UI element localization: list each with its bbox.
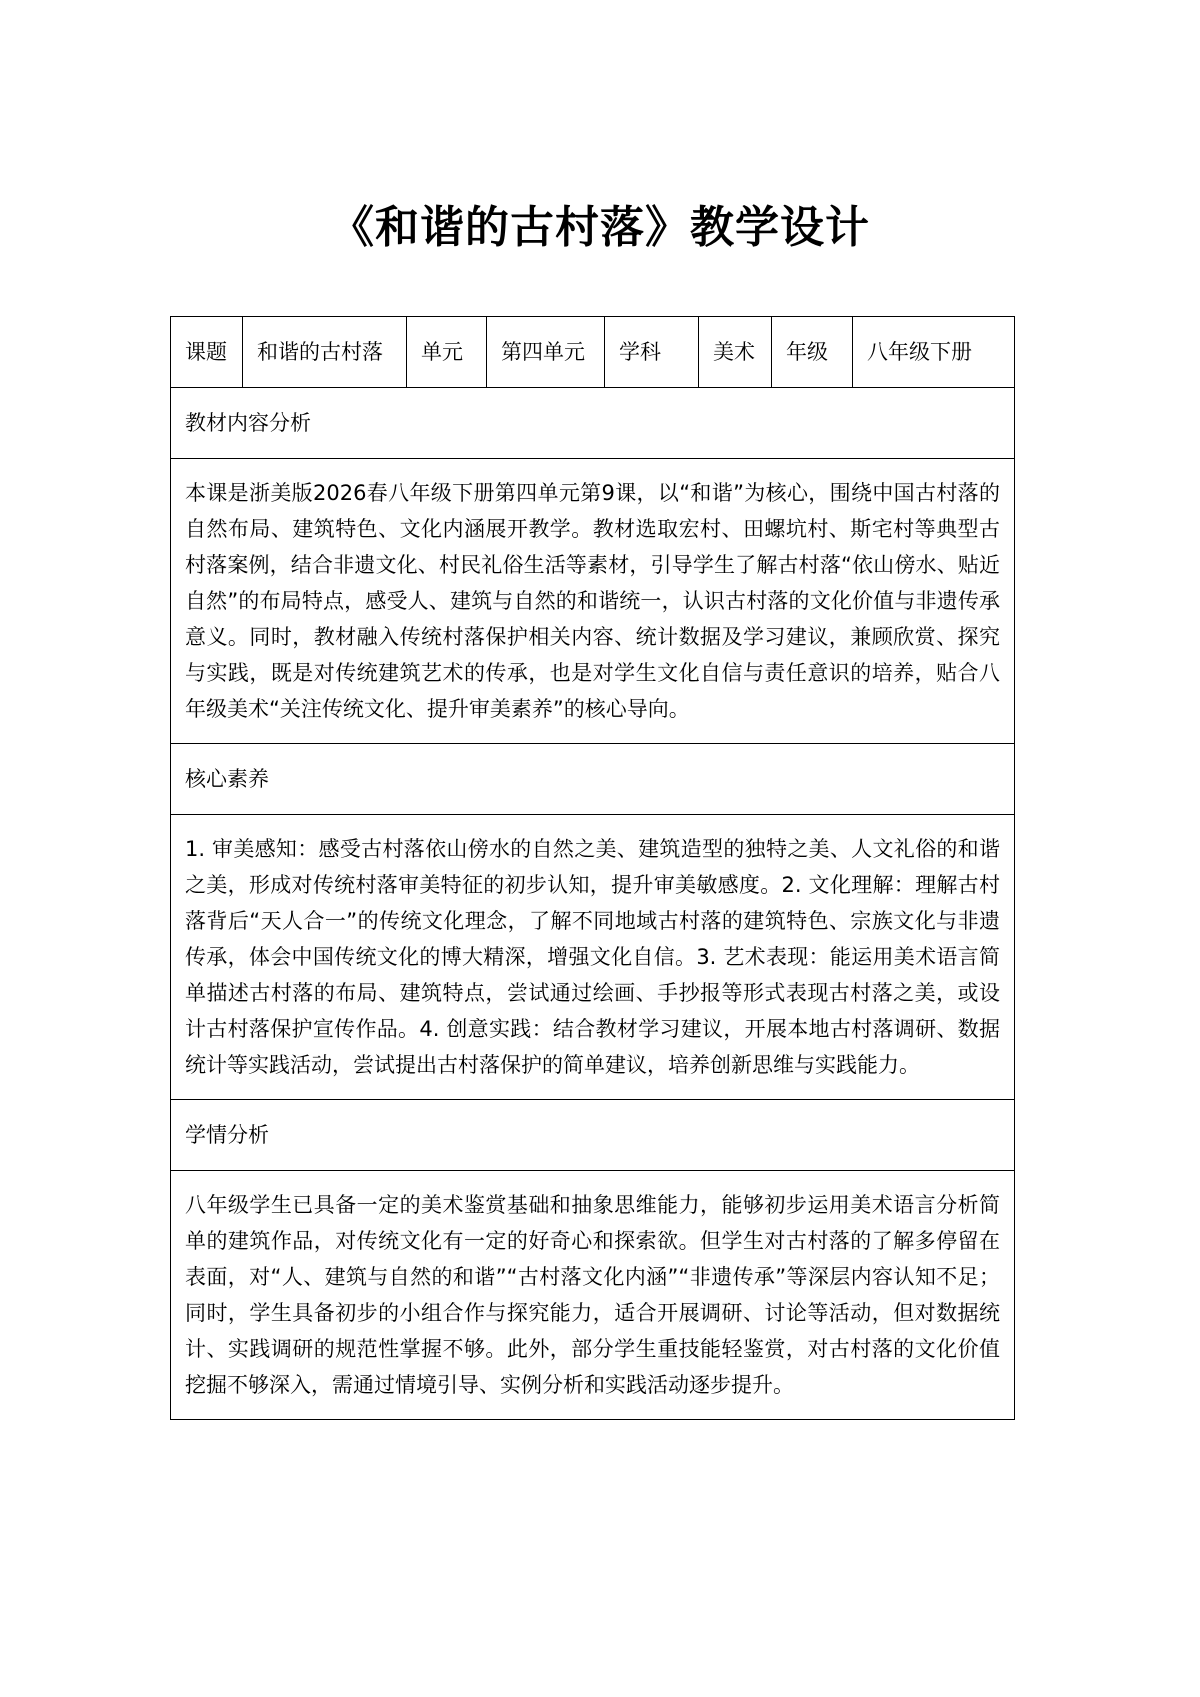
subject-value: 美术 bbox=[699, 317, 772, 388]
meta-row bbox=[171, 317, 1015, 388]
section-heading-row bbox=[171, 744, 1015, 815]
grade-value: 八年级下册 bbox=[853, 317, 1015, 388]
subject-label: 学科 bbox=[605, 317, 699, 388]
core-literacy-body: 1. 审美感知：感受古村落依山傍水的自然之美、建筑造型的独特之美、人文礼俗的和谐之美，形成对传统村落审美特征的初步认知，提升审美敏感度。2. 文化理解：理解古村落背后“天人合一”的传统文化理念，了解不同地域古村落的建筑特色、宗族文化与非遗传承，体会中国传统文化的博大精深，增强文化自信。3. 艺术表现：能运用美术语言简单描述古村落的布局、建筑特点，尝试通过绘画、手抄报等形式表现古村落之美，或设计古村落保护宣传作品。4. 创意实践：结合教材学习建议，开展本地古村落调研、数据统计等实践活动，尝试提出古村落保护的简单建议，培养创新思维与实践能力。 bbox=[171, 815, 1015, 1100]
section-body-row bbox=[171, 815, 1015, 1100]
topic-value: 和谐的古村落 bbox=[243, 317, 407, 388]
grade-label: 年级 bbox=[772, 317, 853, 388]
student-analysis-body: 八年级学生已具备一定的美术鉴赏基础和抽象思维能力，能够初步运用美术语言分析简单的建筑作品，对传统文化有一定的好奇心和探索欲。但学生对古村落的了解多停留在表面，对“人、建筑与自然的和谐”“古村落文化内涵”“非遗传承”等深层内容认知不足；同时，学生具备初步的小组合作与探究能力，适合开展调研、讨论等活动，但对数据统计、实践调研的规范性掌握不够。此外，部分学生重技能轻鉴赏，对古村落的文化价值挖掘不够深入，需通过情境引导、实例分析和实践活动逐步提升。 bbox=[171, 1171, 1015, 1420]
textbook-analysis-heading: 教材内容分析 bbox=[171, 388, 1015, 459]
section-body-row bbox=[171, 1171, 1015, 1420]
unit-value: 第四单元 bbox=[487, 317, 605, 388]
lesson-plan-table bbox=[170, 316, 1015, 1420]
section-body-row bbox=[171, 459, 1015, 744]
core-literacy-heading: 核心素养 bbox=[171, 744, 1015, 815]
section-heading-row bbox=[171, 1100, 1015, 1171]
topic-label: 课题 bbox=[171, 317, 243, 388]
page-title: 《和谐的古村落》教学设计 bbox=[330, 202, 870, 253]
student-analysis-heading: 学情分析 bbox=[171, 1100, 1015, 1171]
textbook-analysis-body: 本课是浙美版2026春八年级下册第四单元第9课，以“和谐”为核心，围绕中国古村落的自然布局、建筑特色、文化内涵展开教学。教材选取宏村、田螺坑村、斯宅村等典型古村落案例，结合非遗文化、村民礼俗生活等素材，引导学生了解古村落“依山傍水、贴近自然”的布局特点，感受人、建筑与自然的和谐统一，认识古村落的文化价值与非遗传承意义。同时，教材融入传统村落保护相关内容、统计数据及学习建议，兼顾欣赏、探究与实践，既是对传统建筑艺术的传承，也是对学生文化自信与责任意识的培养，贴合八年级美术“关注传统文化、提升审美素养”的核心导向。 bbox=[171, 459, 1015, 744]
section-heading-row bbox=[171, 388, 1015, 459]
unit-label: 单元 bbox=[407, 317, 487, 388]
